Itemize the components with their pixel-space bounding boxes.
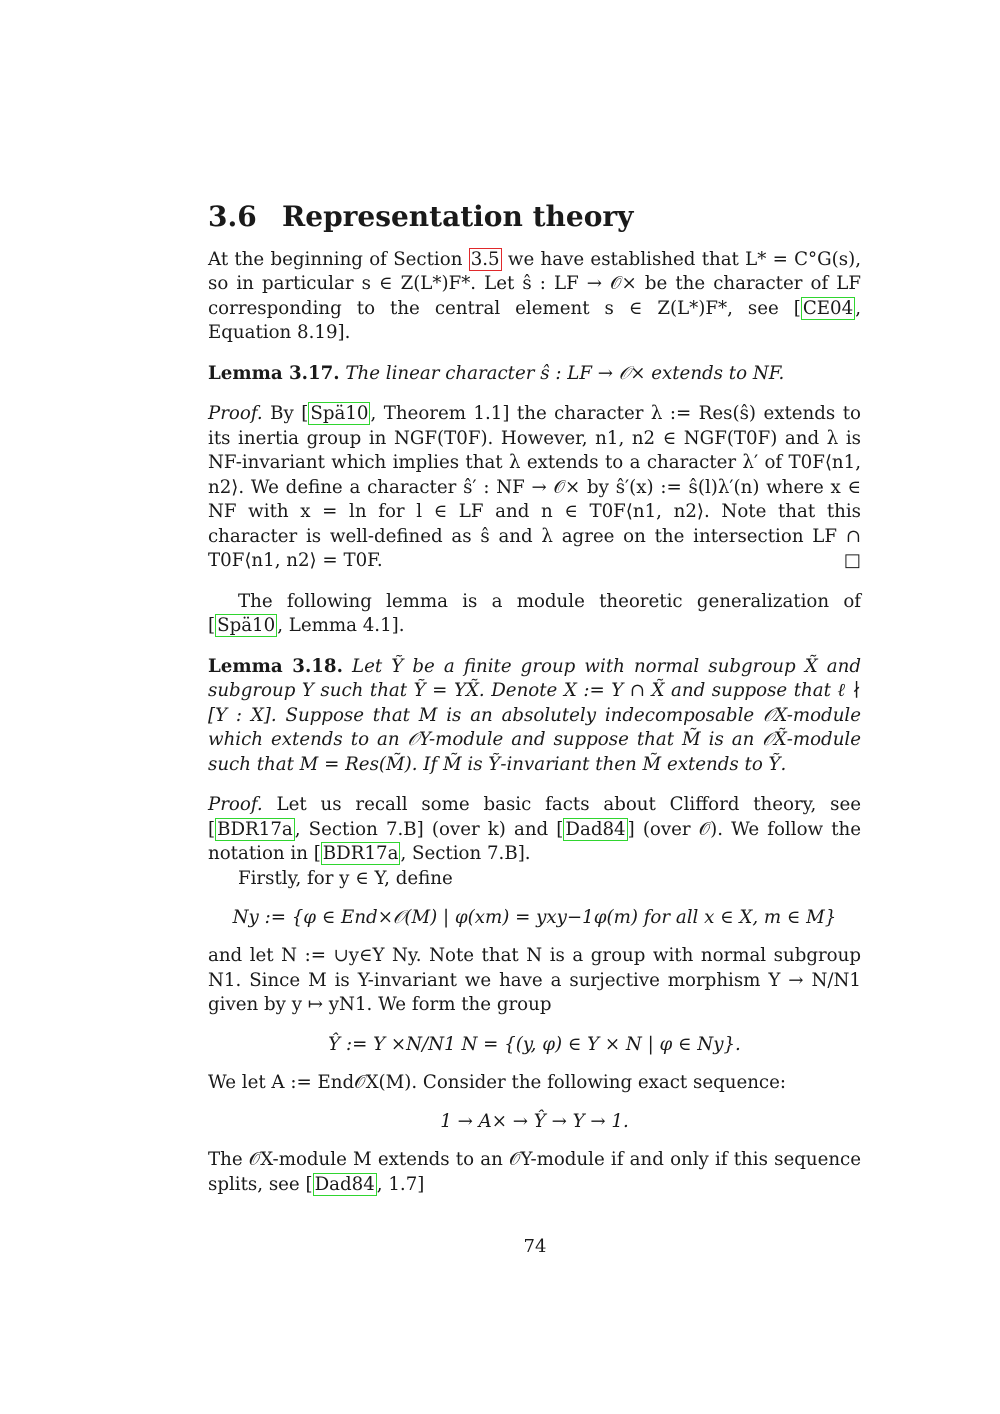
- text: The following lemma is a module theoretic generalization of [: [208, 590, 861, 637]
- equation-exact-sequence: 1 → A× → Ŷ → Y → 1.: [440, 1111, 629, 1133]
- text: ] (over 𝒪). We follow the notation in [: [208, 818, 861, 865]
- text: , 1.7]: [376, 1173, 425, 1195]
- text: , Section 7.B].: [400, 843, 531, 865]
- equation-ny: Ny := {φ ∈ End×𝒪(M) | φ(xm) = yxy−1φ(m) for all x ∈ X, m ∈ M}: [232, 907, 837, 929]
- extends-paragraph: [208, 1148, 861, 1197]
- citation-spa10[interactable]: Spä10: [217, 615, 276, 637]
- text: At the beginning of Section: [208, 248, 469, 270]
- proof-3-18: [208, 793, 861, 867]
- text: we have established that L* = C°G(s), so in particular s ∈ Z(L*)F*. Let ŝ : LF → 𝒪× be the character of LF corresponding to the central element s ∈ Z(L*)F*, see: [208, 248, 861, 319]
- text: By [: [270, 403, 309, 425]
- lemma-head: Lemma 3.17.: [208, 362, 340, 384]
- section-ref-link[interactable]: 3.5: [470, 248, 500, 270]
- page-number: 74: [523, 1236, 547, 1257]
- citation-spa10[interactable]: Spä10: [310, 403, 369, 425]
- text: , Section 7.B] (over k) and [: [294, 818, 564, 840]
- generalization-paragraph: [208, 590, 861, 639]
- proof-head: Proof.: [208, 403, 263, 425]
- section-number: 3.6: [208, 200, 257, 233]
- citation-bdr17a[interactable]: BDR17a: [217, 818, 293, 840]
- firstly-line: Firstly, for y ∈ Y, define: [238, 867, 453, 889]
- proof-head: Proof.: [208, 794, 263, 816]
- intro-paragraph: At the beginning of Section 3.5 we have established that L* = C°G(s), so in particular s ∈ Z(L*)F*. Let ŝ : LF → 𝒪× be the character of LF corresponding to the central element s ∈ Z(L*)F*, see [ CE04 , Equation 8.19].: [208, 248, 861, 344]
- lemma-3-17: [208, 362, 861, 387]
- text: , Theorem 1.1] the character λ := Res(ŝ) extends to its inertia group in NGF(T0F). However, n1, n2 ∈ NGF(T0F) and λ is NF-invariant which implies that λ extends to a character λ′ of T0F⟨n1, n2⟩. We define a character ŝ′ : NF → 𝒪× by ŝ′(x) := ŝ(l)λ′(n) where x ∈ NF with x = ln for l ∈ LF and n ∈ T0F⟨n1, n2⟩. Note that this character is well-defined as ŝ and λ agree on the intersection LF ∩ T0F⟨n1, n2⟩ = T0F.: [208, 403, 861, 572]
- page-body: [208, 200, 861, 1197]
- text: , Lemma 4.1].: [277, 615, 405, 637]
- citation-bdr17a[interactable]: BDR17a: [322, 843, 399, 865]
- equation-y-hat: Ŷ := Y ×N/N1 N = {(y, φ) ∈ Y × N | φ ∈ Ny}.: [328, 1033, 741, 1055]
- text: , Equation 8.19].: [208, 297, 861, 344]
- text: Let us recall some basic facts about Clifford theory, see [: [208, 794, 861, 840]
- lemma-statement: The linear character ŝ : LF → 𝒪× extends to NF.: [345, 362, 785, 384]
- section-title: Representation theory: [282, 200, 634, 233]
- lemma-statement: Let Ỹ be a finite group with normal subgroup X̃ and subgroup Y such that Ỹ = YX̃. Denote X := Y ∩ X̃ and suppose that ℓ ∤ [Y : X]. Suppose that M is an absolutely indecomposable 𝒪X-module which extends to an 𝒪Y-module and suppose that M̃ is an 𝒪X̃-module such that M = Res(M̃). If M̃ is Ỹ-invariant then M̃ extends to Ỹ.: [208, 655, 861, 775]
- citation-dad84[interactable]: Dad84: [314, 1173, 375, 1195]
- citation-dad84[interactable]: Dad84: [565, 818, 626, 840]
- section-heading: [208, 200, 861, 234]
- citation-ce04[interactable]: CE04: [802, 297, 854, 319]
- group-paragraph: and let N := ∪y∈Y Ny. Note that N is a group with normal subgroup N1. Since M is Y-invariant we have a surjective morphism Y → N/N1 given by y ↦ yN1. We form the group: [208, 945, 861, 1016]
- qed-symbol: □: [843, 550, 861, 572]
- text: The 𝒪X-module M extends to an 𝒪Y-module if and only if this sequence splits, see [: [208, 1149, 861, 1195]
- lemma-3-18: [208, 655, 861, 778]
- let-a-paragraph: We let A := End𝒪X(M). Consider the following exact sequence:: [208, 1071, 787, 1093]
- lemma-head: Lemma 3.18.: [208, 655, 343, 677]
- proof-3-17: [208, 402, 861, 574]
